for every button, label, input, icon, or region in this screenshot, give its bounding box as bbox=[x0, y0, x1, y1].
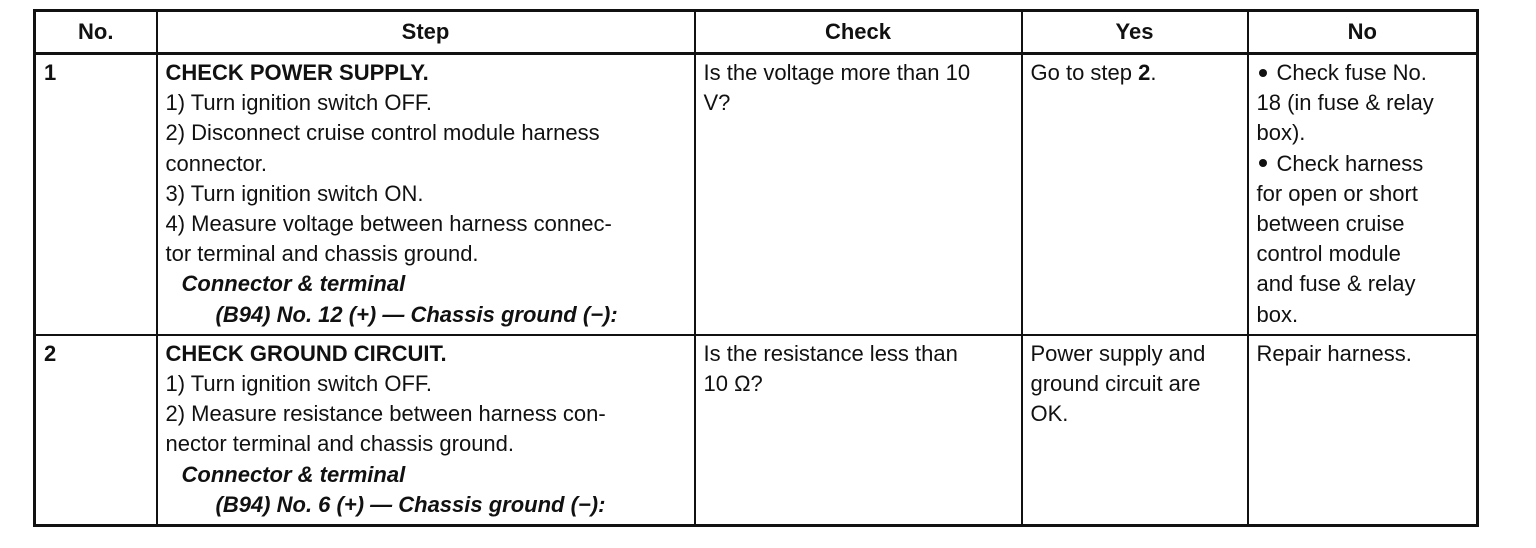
yes-text: Go to step bbox=[1030, 60, 1139, 85]
header-row bbox=[35, 11, 1478, 54]
header-step: Step bbox=[157, 11, 695, 54]
step-line: 1) Turn ignition switch OFF. bbox=[165, 371, 433, 397]
connector-label: Connector & terminal bbox=[181, 461, 406, 487]
check-cell bbox=[695, 335, 1022, 526]
yes-line: Power supply and bbox=[1030, 340, 1206, 366]
step-line: 3) Turn ignition switch ON. bbox=[165, 180, 424, 206]
no-item: Check harness bbox=[1257, 149, 1469, 179]
step-line: 2) Disconnect cruise control module harness bbox=[165, 120, 600, 146]
check-line: V? bbox=[703, 90, 731, 116]
no-cell bbox=[1248, 335, 1478, 526]
no-item-line: between cruise bbox=[1256, 211, 1405, 237]
step-line: 4) Measure voltage between harness connec- bbox=[165, 211, 612, 237]
step-title: CHECK POWER SUPPLY. bbox=[165, 60, 429, 85]
check-line: Is the voltage more than 10 bbox=[703, 60, 971, 85]
row-number: 2 bbox=[35, 335, 157, 526]
no-item-line: and fuse & relay bbox=[1256, 271, 1416, 297]
no-item-line: box). bbox=[1256, 120, 1306, 146]
header-check: Check bbox=[695, 11, 1022, 54]
connector-value: (B94) No. 12 (+) — Chassis ground (−): bbox=[215, 301, 618, 327]
yes-cell bbox=[1022, 54, 1248, 335]
step-line: 1) Turn ignition switch OFF. bbox=[165, 90, 433, 116]
no-item-line: 18 (in fuse & relay bbox=[1256, 90, 1434, 116]
diagnostic-table bbox=[33, 9, 1479, 527]
check-line: Is the resistance less than bbox=[703, 340, 958, 366]
no-cell bbox=[1248, 54, 1478, 335]
step-line: connector. bbox=[165, 150, 268, 176]
yes-step-number: 2 bbox=[1138, 60, 1151, 85]
step-cell bbox=[157, 54, 695, 335]
step-cell bbox=[157, 335, 695, 526]
bullet-icon bbox=[1259, 159, 1267, 167]
step-line: tor terminal and chassis ground. bbox=[165, 241, 479, 267]
step-line: 2) Measure resistance between harness con- bbox=[165, 401, 606, 427]
yes-cell bbox=[1022, 335, 1248, 526]
row-number: 1 bbox=[35, 54, 157, 335]
step-line: nector terminal and chassis ground. bbox=[165, 431, 515, 457]
no-item-line: for open or short bbox=[1256, 180, 1418, 206]
yes-tail: . bbox=[1150, 60, 1157, 85]
connector-label: Connector & terminal bbox=[181, 271, 406, 297]
no-item-line: box. bbox=[1256, 301, 1299, 327]
bullet-icon bbox=[1259, 69, 1267, 77]
no-text: Repair harness. bbox=[1256, 340, 1412, 366]
check-cell bbox=[695, 54, 1022, 335]
header-yes: Yes bbox=[1022, 11, 1248, 54]
no-item: Check fuse No. bbox=[1257, 58, 1469, 88]
connector-value: (B94) No. 6 (+) — Chassis ground (−): bbox=[215, 491, 606, 517]
no-item-line: control module bbox=[1256, 241, 1401, 267]
yes-line: OK. bbox=[1030, 401, 1069, 427]
step-title: CHECK GROUND CIRCUIT. bbox=[165, 340, 447, 366]
table-row bbox=[35, 335, 1478, 526]
yes-line: ground circuit are bbox=[1030, 371, 1201, 397]
table-row bbox=[35, 54, 1478, 335]
check-line: 10 Ω? bbox=[703, 371, 763, 397]
header-no-col: No bbox=[1248, 11, 1478, 54]
header-no: No. bbox=[35, 11, 157, 54]
